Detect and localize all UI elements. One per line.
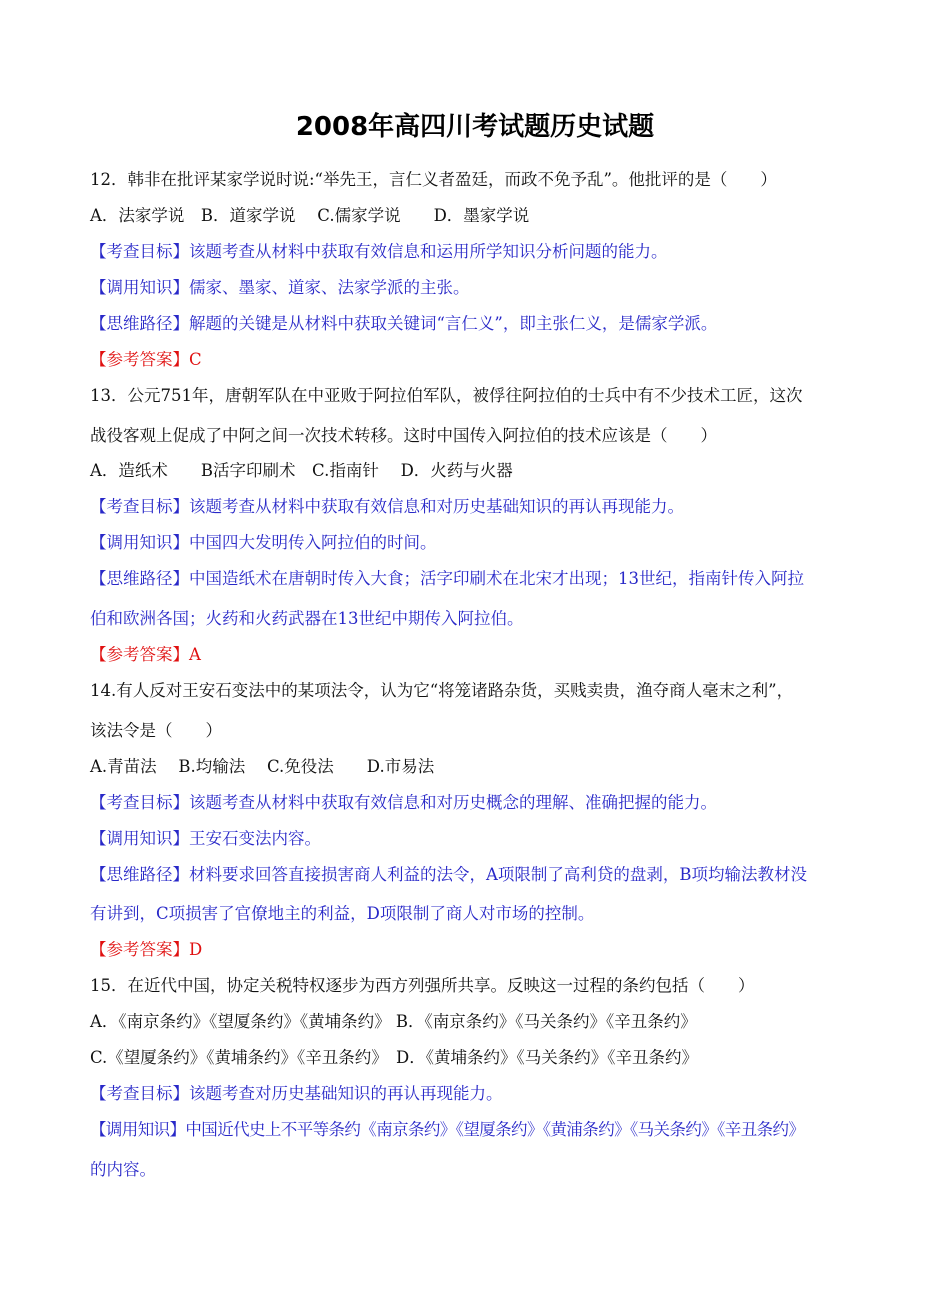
knowledge-label: 【调用知识】 [90, 1120, 186, 1139]
goal-label: 【考查目标】 [90, 242, 189, 261]
q12-stem: 12．韩非在批评某家学说时说:“举先王，言仁义者盈廷，而政不免予乱”。他批评的是（ ） [90, 170, 777, 189]
path-text: 解题的关键是从材料中获取关键词“言仁义”，即主张仁义，是儒家学派。 [189, 314, 718, 333]
path-label: 【思维路径】 [90, 865, 189, 884]
path-label: 【思维路径】 [90, 314, 189, 333]
q13-answer [90, 645, 201, 665]
goal-label: 【考查目标】 [90, 1084, 189, 1103]
q12-path [90, 314, 717, 334]
q15-knowledge-cont: 的内容。 [90, 1160, 156, 1179]
answer-label: 【参考答案】 [90, 940, 189, 959]
page-title: 2008年高四川考试题历史试题 [295, 112, 655, 142]
q13-options: A．造纸术 B活字印刷术 C.指南针 D．火药与火器 [90, 461, 513, 480]
q14-goal [90, 793, 717, 813]
q13-knowledge [90, 533, 437, 553]
q15-knowledge [90, 1120, 804, 1140]
q13-path [90, 569, 804, 589]
goal-label: 【考查目标】 [90, 793, 189, 812]
q15-options-1: A．《南京条约》《望厦条约》《黄埔条约》 B．《南京条约》《马关条约》《辛丑条约》 [90, 1012, 697, 1031]
q14-knowledge [90, 829, 321, 849]
q15-goal [90, 1084, 503, 1104]
knowledge-text: 王安石变法内容。 [189, 829, 321, 848]
q14-options: A.青苗法 B.均输法 C.免役法 D.市易法 [90, 757, 435, 776]
answer-label: 【参考答案】 [90, 350, 189, 369]
goal-text: 该题考查对历史基础知识的再认再现能力。 [189, 1084, 503, 1103]
goal-label: 【考查目标】 [90, 497, 189, 516]
q12-answer [90, 350, 202, 370]
q14-path-cont: 有讲到，C项损害了官僚地主的利益，D项限制了商人对市场的控制。 [90, 904, 595, 923]
q13-stem-2: 战役客观上促成了中阿之间一次技术转移。这时中国传入阿拉伯的技术应该是（ ） [90, 426, 717, 445]
q14-stem-1: 14.有人反对王安石变法中的某项法令，认为它“将笼诸路杂货，买贱卖贵，渔夺商人毫末之利”， [90, 681, 794, 700]
answer-text: D [189, 940, 203, 959]
knowledge-text: 儒家、墨家、道家、法家学派的主张。 [189, 278, 470, 297]
q13-path-cont: 伯和欧洲各国；火药和火药武器在13世纪中期传入阿拉伯。 [90, 609, 524, 628]
q12-knowledge [90, 278, 470, 298]
q15-stem: 15．在近代中国，协定关税特权逐步为西方列强所共享。反映这一过程的条约包括（ ） [90, 976, 755, 995]
q13-goal [90, 497, 684, 517]
knowledge-label: 【调用知识】 [90, 533, 189, 552]
knowledge-text: 中国四大发明传入阿拉伯的时间。 [189, 533, 437, 552]
goal-text: 该题考查从材料中获取有效信息和对历史概念的理解、准确把握的能力。 [189, 793, 717, 812]
q13-stem-1: 13．公元751年，唐朝军队在中亚败于阿拉伯军队，被俘往阿拉伯的士兵中有不少技术工匠，这次 [90, 386, 803, 405]
goal-text: 该题考查从材料中获取有效信息和对历史基础知识的再认再现能力。 [189, 497, 684, 516]
q14-stem-2: 该法令是（ ） [90, 721, 222, 740]
path-label: 【思维路径】 [90, 569, 189, 588]
path-text: 材料要求回答直接损害商人利益的法令，A项限制了高利贷的盘剥，B项均输法教材没 [189, 865, 808, 884]
q12-options: A．法家学说 B．道家学说 C.儒家学说 D．墨家学说 [90, 206, 530, 225]
answer-text: C [189, 350, 202, 369]
answer-text: A [189, 645, 201, 664]
goal-text: 该题考查从材料中获取有效信息和运用所学知识分析问题的能力。 [189, 242, 668, 261]
q14-path [90, 865, 807, 885]
knowledge-label: 【调用知识】 [90, 278, 189, 297]
q15-options-2: C.《望厦条约》《黄埔条约》《辛丑条约》 D．《黄埔条约》《马关条约》《辛丑条约》 [90, 1048, 699, 1067]
q12-goal [90, 242, 668, 262]
q14-answer [90, 940, 202, 960]
path-text: 中国造纸术在唐朝时传入大食；活字印刷术在北宋才出现；13世纪，指南针传入阿拉 [189, 569, 804, 588]
knowledge-text: 中国近代史上不平等条约《南京条约》《望厦条约》《黄浦条约》《马关条约》《辛丑条约》 [185, 1120, 805, 1139]
answer-label: 【参考答案】 [90, 645, 189, 664]
knowledge-label: 【调用知识】 [90, 829, 189, 848]
